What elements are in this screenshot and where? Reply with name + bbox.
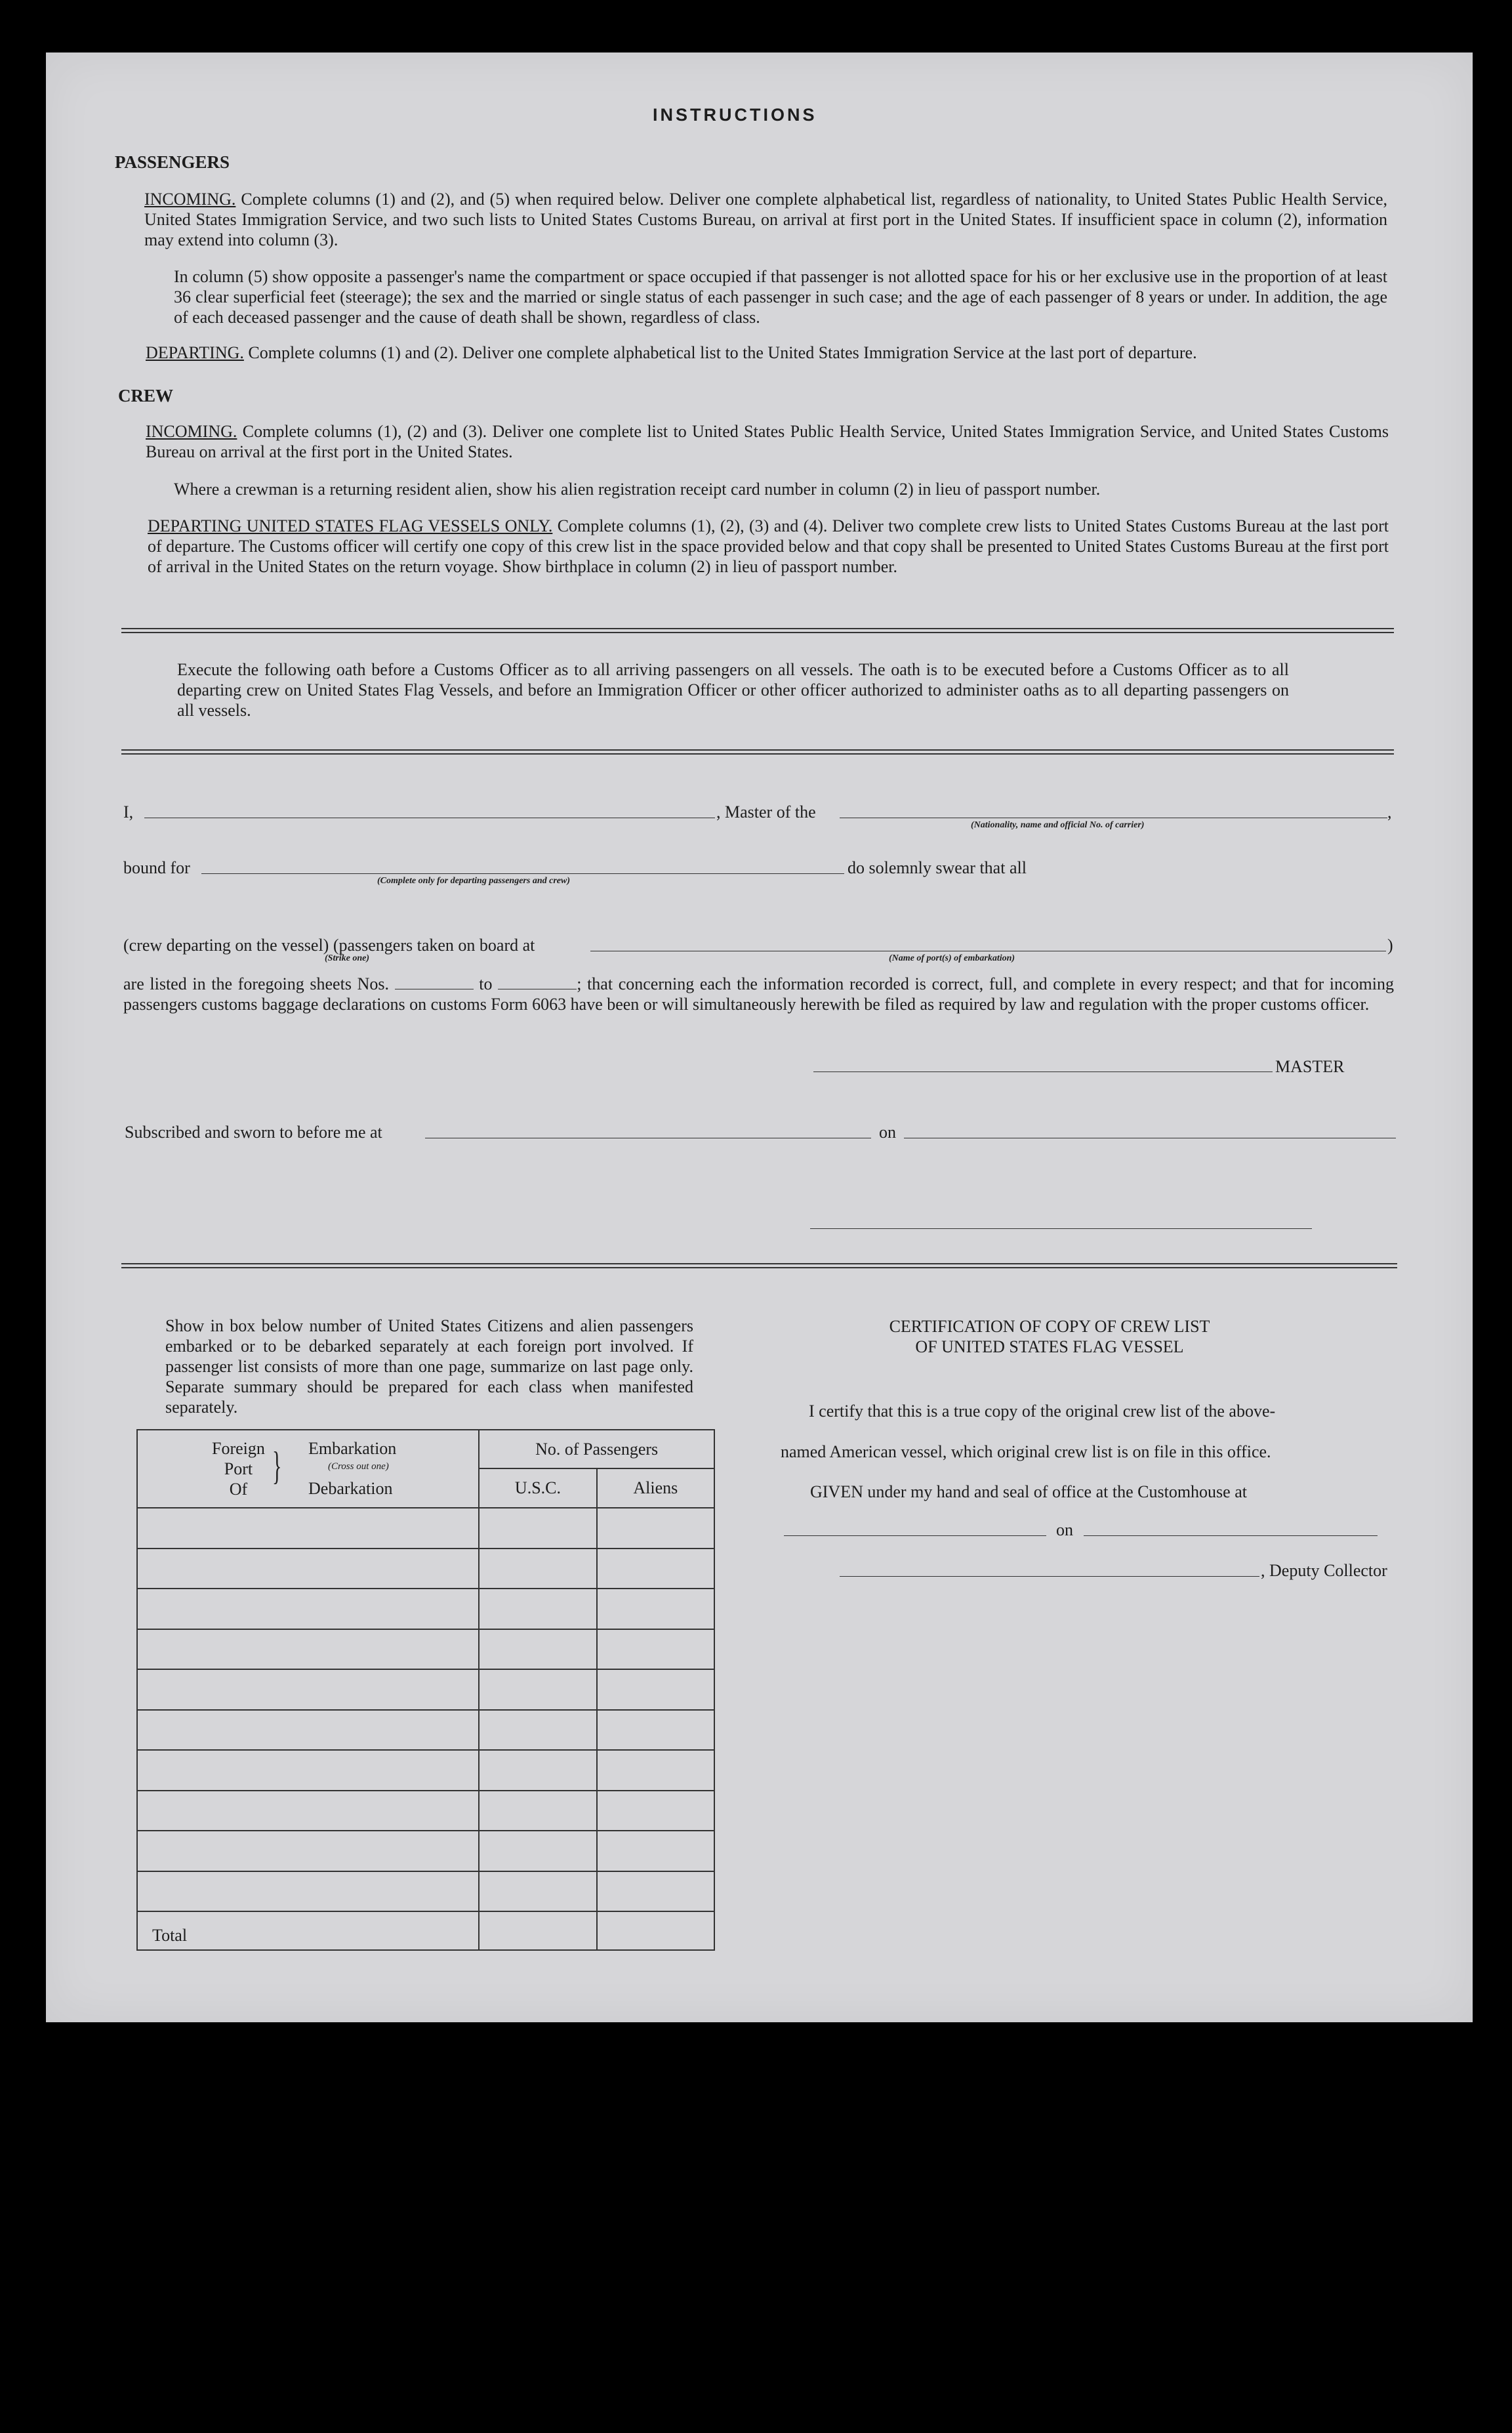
cert-title-line1: CERTIFICATION OF COPY OF CREW LIST [889, 1317, 1210, 1336]
table-row-aliens[interactable] [597, 1508, 714, 1549]
table-row-usc[interactable] [479, 1871, 596, 1912]
sheet-to-field[interactable] [498, 976, 577, 989]
table-row-aliens[interactable] [597, 1750, 714, 1791]
table-row-port[interactable] [137, 1549, 479, 1589]
crew-departing-text: Complete columns (1), (2), (3) and (4). Deliver two complete crew lists to United States Customs Bureau at the last port of departure. The Customs officer will certify one copy of this crew list in the space provided below and that copy shall be presented to United States Customs Bureau at the first port of arrival in the United States on the return voyage. Show birthplace in column (2) in lieu of passport number. [148, 516, 1389, 576]
col-embarkation: Embarkation [308, 1439, 397, 1458]
table-row-port[interactable] [137, 1669, 479, 1710]
table-row-aliens[interactable] [597, 1871, 714, 1912]
table-row-aliens[interactable] [597, 1589, 714, 1629]
passengers-departing-text: Complete columns (1) and (2). Deliver one complete alphabetical list to the United States Immigration Service at the last port of departure. [248, 343, 1197, 362]
cert-place-line[interactable] [784, 1535, 1046, 1536]
passengers-column5-paragraph: In column (5) show opposite a passenger's name the compartment or space occupied if that passenger is not allotted space for his or her exclusive use in the proportion of at least 36 clear superficial feet (steerage); the sex and the married or single status of each passenger in such case; and the age of each passenger of 8 years or under. In addition, the age of each deceased passenger and the cause of death shall be shown, regardless of class. [174, 267, 1387, 327]
comma-mark: , [1387, 802, 1392, 821]
total-label-cell: Total [137, 1911, 479, 1950]
table-row-port[interactable] [137, 1629, 479, 1670]
table-row-aliens[interactable] [597, 1629, 714, 1670]
subscribed-label: Subscribed and sworn to before me at [125, 1123, 382, 1142]
deputy-label: , Deputy Collector [1261, 1561, 1387, 1580]
col-port: Port [224, 1459, 253, 1478]
crew-departing-label: DEPARTING UNITED STATES FLAG VESSELS ONLY. [148, 516, 553, 535]
total-aliens-cell[interactable] [597, 1911, 714, 1950]
col-of: Of [229, 1480, 248, 1499]
strike-caption: (Strike one) [325, 953, 370, 963]
master-label: MASTER [1275, 1057, 1345, 1076]
table-row-aliens[interactable] [597, 1669, 714, 1710]
table-row-port[interactable] [137, 1750, 479, 1791]
nationality-caption: (Nationality, name and official No. of carrier) [971, 820, 1145, 830]
table-row-aliens[interactable] [597, 1791, 714, 1831]
close-paren: ) [1387, 936, 1393, 955]
officer-signature-line[interactable] [810, 1228, 1312, 1229]
cert-line2: named American vessel, which original crew list is on file in this office. [781, 1442, 1271, 1461]
passengers-departing-label: DEPARTING. [146, 343, 244, 362]
table-row-aliens[interactable] [597, 1549, 714, 1589]
oath-i-label: I, [123, 802, 134, 821]
table-row-port[interactable] [137, 1710, 479, 1751]
crew-departing-label: (crew departing on the vessel) (passengers taken on board at [123, 936, 535, 955]
cert-title-line2: OF UNITED STATES FLAG VESSEL [915, 1337, 1184, 1356]
bound-for-line[interactable] [201, 873, 844, 874]
bottom-divider [121, 1263, 1397, 1268]
table-row-port[interactable] [137, 1589, 479, 1629]
table-row-port[interactable] [137, 1871, 479, 1912]
crew-incoming-text: Complete columns (1), (2) and (3). Deliver one complete list to United States Public Health Service, United States Immigration Service, and United States Customs Bureau on arrival at the first port in the United States. [146, 422, 1389, 461]
usc-header-cell: U.S.C. [479, 1468, 596, 1508]
crew-incoming-label: INCOMING. [146, 422, 237, 441]
table-row-aliens[interactable] [597, 1831, 714, 1871]
certification-title [813, 1316, 1286, 1357]
oath-intro: Execute the following oath before a Customs Officer as to all arriving passengers on all vessels. The oath is to be executed before a Customs Officer as to all departing crew on United States Flag Vessels, and before an Immigration Officer or other officer authorized to administer oaths as to all departing passengers on all vessels. [177, 660, 1289, 720]
bound-for-label: bound for [123, 858, 190, 877]
port-header-cell [137, 1430, 479, 1508]
form-sheet [46, 52, 1473, 2022]
crew-resident-paragraph: Where a crewman is a returning resident alien, show his alien registration receipt card number in column (2) in lieu of passport number. [174, 480, 1101, 499]
listed-text-a: are listed in the foregoing sheets Nos. [123, 974, 389, 993]
passengers-departing-paragraph [146, 343, 1392, 363]
deputy-signature-line[interactable] [840, 1576, 1259, 1577]
cert-date-line[interactable] [1084, 1535, 1378, 1536]
table-row-usc[interactable] [479, 1791, 596, 1831]
table-row-usc[interactable] [479, 1831, 596, 1871]
passengers-incoming-label: INCOMING. [144, 190, 236, 209]
swear-label: do solemnly swear that all [848, 858, 1027, 877]
listed-paragraph [123, 974, 1394, 1014]
sheet-from-field[interactable] [395, 976, 474, 989]
section-divider [121, 628, 1394, 633]
passenger-summary-table [136, 1429, 715, 1951]
table-row-usc[interactable] [479, 1710, 596, 1751]
table-row-usc[interactable] [479, 1589, 596, 1629]
sworn-on-label: on [879, 1123, 896, 1142]
master-of-label: , Master of the [716, 802, 816, 821]
cert-line3: GIVEN under my hand and seal of office at the Customhouse at [810, 1482, 1247, 1501]
col-foreign: Foreign [212, 1439, 265, 1458]
table-row-port[interactable] [137, 1508, 479, 1549]
passengers-incoming-paragraph [144, 189, 1387, 250]
port-caption: (Name of port(s) of embarkation) [889, 953, 1015, 963]
crew-heading: CREW [118, 386, 174, 406]
table-row-usc[interactable] [479, 1669, 596, 1710]
passengers-header-cell: No. of Passengers [479, 1430, 714, 1468]
brace-icon: } [272, 1444, 282, 1487]
table-row-port[interactable] [137, 1831, 479, 1871]
listed-text-b: ; that concerning each the information recorded is correct, full, and complete in every respect; and that for incoming passengers customs baggage declarations on customs Form 6063 have been or will simultaneously herewith be filed as required by law and regulation with the proper customs officer. [123, 974, 1394, 1014]
table-row-port[interactable] [137, 1791, 479, 1831]
total-usc-cell[interactable] [479, 1911, 596, 1950]
oath-divider [121, 749, 1394, 755]
aliens-header-cell: Aliens [597, 1468, 714, 1508]
table-row-usc[interactable] [479, 1508, 596, 1549]
table-row-usc[interactable] [479, 1629, 596, 1670]
passengers-incoming-text: Complete columns (1) and (2), and (5) when required below. Deliver one complete alphabetical list, regardless of nationality, to United States Public Health Service, United States Immigration Service, and two such lists to United States Customs Bureau, on arrival at first port in the United States. If insufficient space in column (2), information may extend into column (3). [144, 190, 1388, 249]
master-signature-line[interactable] [813, 1071, 1273, 1072]
listed-to: to [479, 974, 493, 993]
col-debarkation: Debarkation [308, 1479, 393, 1498]
crew-departing-paragraph [148, 516, 1389, 577]
table-row-aliens[interactable] [597, 1710, 714, 1751]
table-row-usc[interactable] [479, 1549, 596, 1589]
bound-caption: (Complete only for departing passengers and crew) [377, 876, 570, 886]
summary-intro: Show in box below number of United States Citizens and alien passengers embarked or to be debarked separately at each foreign port involved. If passenger list consists of more than one page, summarize on last page only. Separate summary should be prepared for each class when manifested separately. [165, 1316, 693, 1417]
crew-incoming-paragraph [146, 421, 1389, 462]
cert-on-label: on [1056, 1520, 1073, 1539]
instructions-title: INSTRUCTIONS [653, 105, 817, 125]
col-cross-out: (Cross out one) [328, 1461, 389, 1472]
passengers-heading: PASSENGERS [115, 152, 230, 172]
cert-line1: I certify that this is a true copy of the original crew list of the above- [809, 1402, 1276, 1421]
table-row-usc[interactable] [479, 1750, 596, 1791]
